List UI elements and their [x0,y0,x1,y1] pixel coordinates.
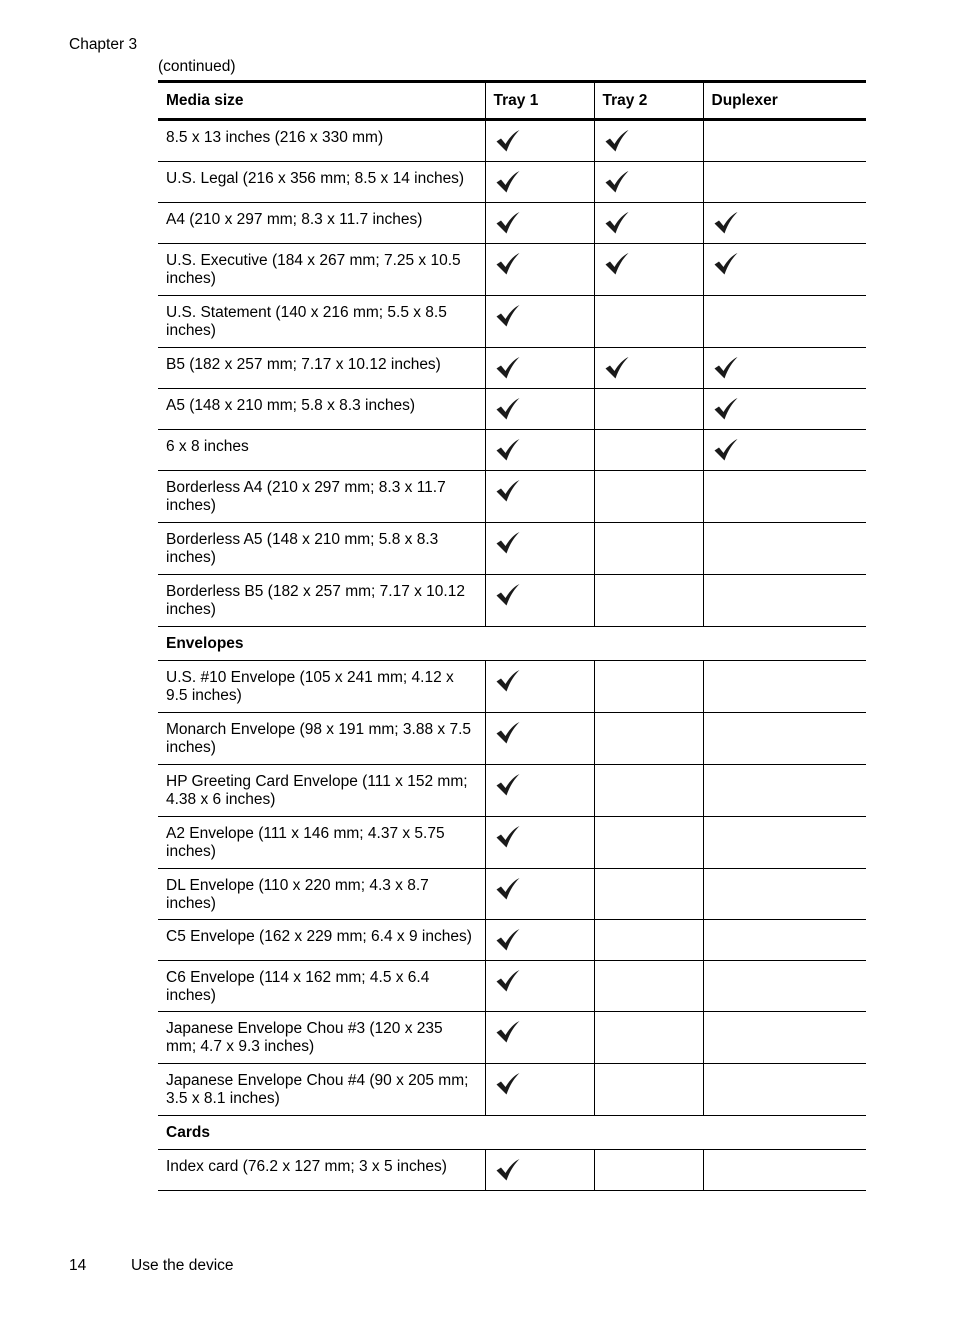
section-header-row [158,627,866,661]
tray1-support-cell [485,244,594,296]
checkmark-icon [713,356,739,380]
duplexer-support-cell [703,203,866,244]
column-header-tray-2: Tray 2 [594,82,703,120]
checkmark-icon [604,211,630,235]
tray1-support-cell [485,661,594,713]
duplexer-support-cell [703,575,866,627]
table-row [158,661,866,713]
checkmark-icon [495,1072,521,1096]
tray2-support-cell [594,523,703,575]
media-size-cell: Japanese Envelope Chou #3 (120 x 235 mm; 4.7 x 9.3 inches) [158,1012,485,1064]
checkmark-icon [495,356,521,380]
table-row [158,471,866,523]
media-size-cell: 6 x 8 inches [158,430,485,471]
media-size-cell: Borderless A4 (210 x 297 mm; 8.3 x 11.7 inches) [158,471,485,523]
media-size-table [158,80,866,1191]
media-size-cell: Index card (76.2 x 127 mm; 3 x 5 inches) [158,1150,485,1191]
duplexer-support-cell [703,713,866,765]
table-row [158,575,866,627]
checkmark-icon [604,252,630,276]
tray1-support-cell [485,575,594,627]
table-row [158,523,866,575]
media-size-cell: B5 (182 x 257 mm; 7.17 x 10.12 inches) [158,348,485,389]
column-header-duplexer: Duplexer [703,82,866,120]
checkmark-icon [495,928,521,952]
tray1-support-cell [485,869,594,920]
media-size-cell: 8.5 x 13 inches (216 x 330 mm) [158,120,485,162]
footer-section-title: Use the device [131,1257,234,1274]
tray2-support-cell [594,765,703,817]
tray1-support-cell [485,162,594,203]
table-row [158,961,866,1012]
duplexer-support-cell [703,1012,866,1064]
checkmark-icon [495,479,521,503]
duplexer-support-cell [703,389,866,430]
tray2-support-cell [594,203,703,244]
media-size-cell: C6 Envelope (114 x 162 mm; 4.5 x 6.4 inches) [158,961,485,1012]
tray2-support-cell [594,244,703,296]
section-title: Cards [158,1116,866,1150]
duplexer-support-cell [703,1150,866,1191]
table-row [158,920,866,961]
table-row [158,817,866,869]
tray1-support-cell [485,1012,594,1064]
table-body [158,120,866,1191]
chapter-label: Chapter 3 [69,36,138,53]
checkmark-icon [604,129,630,153]
duplexer-support-cell [703,765,866,817]
media-size-cell: Japanese Envelope Chou #4 (90 x 205 mm; 3.5 x 8.1 inches) [158,1064,485,1116]
media-size-cell: U.S. #10 Envelope (105 x 241 mm; 4.12 x 9.5 inches) [158,661,485,713]
duplexer-support-cell [703,869,866,920]
duplexer-support-cell [703,120,866,162]
checkmark-icon [495,1020,521,1044]
checkmark-icon [495,438,521,462]
table-header-row [158,82,866,120]
tray2-support-cell [594,1012,703,1064]
media-size-cell: DL Envelope (110 x 220 mm; 4.3 x 8.7 inches) [158,869,485,920]
checkmark-icon [495,531,521,555]
media-size-cell: U.S. Legal (216 x 356 mm; 8.5 x 14 inches) [158,162,485,203]
tray1-support-cell [485,430,594,471]
table-row [158,713,866,765]
duplexer-support-cell [703,920,866,961]
table-row [158,1064,866,1116]
tray1-support-cell [485,348,594,389]
table-row [158,120,866,162]
checkmark-icon [495,721,521,745]
tray1-support-cell [485,120,594,162]
table-row [158,430,866,471]
duplexer-support-cell [703,162,866,203]
tray2-support-cell [594,348,703,389]
duplexer-support-cell [703,471,866,523]
table-row [158,1012,866,1064]
section-title: Envelopes [158,627,866,661]
table-row [158,203,866,244]
section-header-row [158,1116,866,1150]
media-size-cell: Borderless B5 (182 x 257 mm; 7.17 x 10.12 inches) [158,575,485,627]
tray2-support-cell [594,575,703,627]
page-number: 14 [69,1257,87,1274]
checkmark-icon [495,669,521,693]
column-header-tray-1: Tray 1 [485,82,594,120]
tray1-support-cell [485,1064,594,1116]
tray1-support-cell [485,296,594,348]
tray1-support-cell [485,1150,594,1191]
checkmark-icon [495,969,521,993]
table-row [158,244,866,296]
tray2-support-cell [594,713,703,765]
media-size-cell: U.S. Executive (184 x 267 mm; 7.25 x 10.5 inches) [158,244,485,296]
media-size-cell: A2 Envelope (111 x 146 mm; 4.37 x 5.75 inches) [158,817,485,869]
tray1-support-cell [485,203,594,244]
checkmark-icon [495,397,521,421]
tray2-support-cell [594,296,703,348]
tray1-support-cell [485,713,594,765]
checkmark-icon [713,252,739,276]
tray2-support-cell [594,961,703,1012]
checkmark-icon [713,397,739,421]
checkmark-icon [495,129,521,153]
table-row [158,162,866,203]
tray1-support-cell [485,765,594,817]
tray2-support-cell [594,1150,703,1191]
checkmark-icon [495,773,521,797]
tray1-support-cell [485,523,594,575]
duplexer-support-cell [703,296,866,348]
tray1-support-cell [485,817,594,869]
table-row [158,348,866,389]
duplexer-support-cell [703,1064,866,1116]
checkmark-icon [604,170,630,194]
tray2-support-cell [594,389,703,430]
media-size-cell: HP Greeting Card Envelope (111 x 152 mm; 4.38 x 6 inches) [158,765,485,817]
tray2-support-cell [594,869,703,920]
media-size-cell: C5 Envelope (162 x 229 mm; 6.4 x 9 inches) [158,920,485,961]
table-row [158,1150,866,1191]
continued-label: (continued) [158,58,236,75]
duplexer-support-cell [703,661,866,713]
duplexer-support-cell [703,348,866,389]
duplexer-support-cell [703,817,866,869]
table-row [158,389,866,430]
table-row [158,296,866,348]
checkmark-icon [495,211,521,235]
tray2-support-cell [594,920,703,961]
column-header-media-size: Media size [158,82,485,120]
tray1-support-cell [485,471,594,523]
tray2-support-cell [594,120,703,162]
media-size-cell: U.S. Statement (140 x 216 mm; 5.5 x 8.5 inches) [158,296,485,348]
tray1-support-cell [485,389,594,430]
checkmark-icon [713,438,739,462]
table-row [158,765,866,817]
tray2-support-cell [594,471,703,523]
checkmark-icon [495,170,521,194]
tray2-support-cell [594,817,703,869]
checkmark-icon [713,211,739,235]
tray2-support-cell [594,1064,703,1116]
duplexer-support-cell [703,961,866,1012]
media-size-cell: A5 (148 x 210 mm; 5.8 x 8.3 inches) [158,389,485,430]
tray1-support-cell [485,961,594,1012]
media-size-cell: Monarch Envelope (98 x 191 mm; 3.88 x 7.5 inches) [158,713,485,765]
tray1-support-cell [485,920,594,961]
checkmark-icon [495,1158,521,1182]
media-size-cell: Borderless A5 (148 x 210 mm; 5.8 x 8.3 inches) [158,523,485,575]
table-row [158,869,866,920]
media-size-cell: A4 (210 x 297 mm; 8.3 x 11.7 inches) [158,203,485,244]
tray2-support-cell [594,661,703,713]
duplexer-support-cell [703,244,866,296]
duplexer-support-cell [703,523,866,575]
tray2-support-cell [594,430,703,471]
checkmark-icon [495,252,521,276]
duplexer-support-cell [703,430,866,471]
checkmark-icon [495,877,521,901]
checkmark-icon [495,304,521,328]
checkmark-icon [495,583,521,607]
checkmark-icon [495,825,521,849]
checkmark-icon [604,356,630,380]
tray2-support-cell [594,162,703,203]
